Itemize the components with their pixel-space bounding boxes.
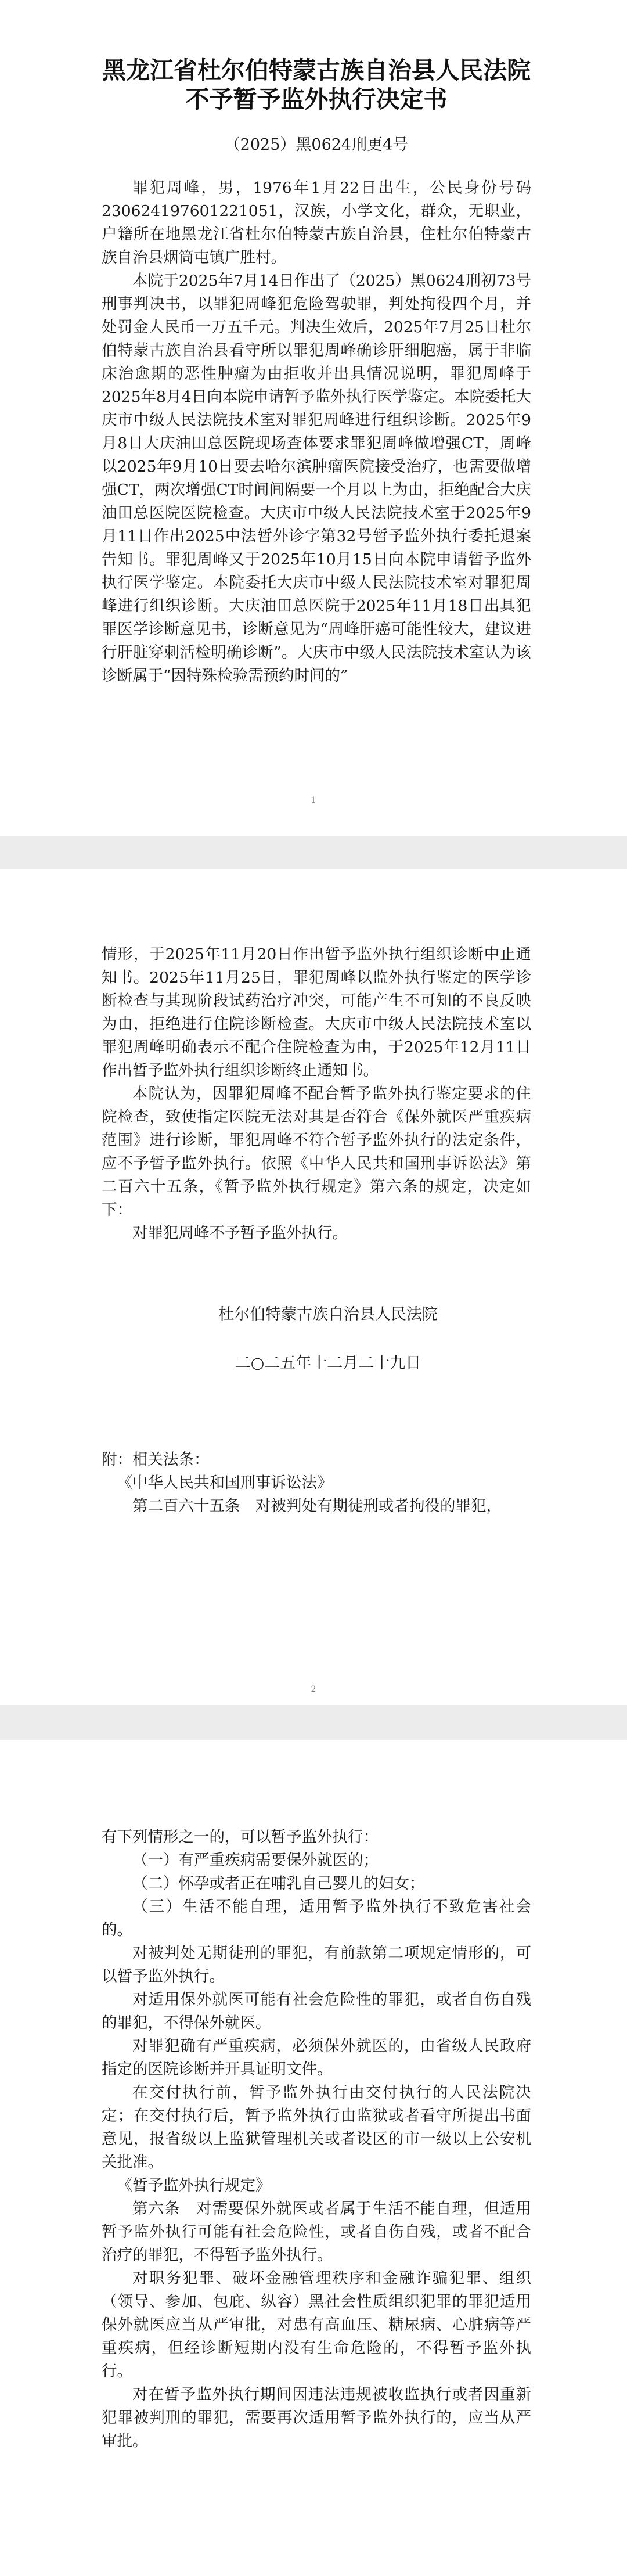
paragraph-criminal-info: 罪犯周峰，男，1976年1月22日出生，公民身份号码230624197601221051，汉族，小学文化，群众，无职业，户籍所在地黑龙江省杜尔伯特蒙古族自治县，住杜尔伯特蒙古族自治县烟筒屯镇广胜村。	[102, 179, 531, 267]
document-number: （2025）黑0624刑更4号	[224, 136, 409, 154]
document-title-decision: 不予暂予监外执行决定书	[185, 85, 448, 113]
paragraph-case-history: 本院于2025年7月14日作出了（2025）黑0624刑初73号刑事判决书，以罪犯周峰犯危险驾驶罪，判处拘役四个月，并处罚金人民币一万五千元。判决生效后，2025年7月25日杜尔伯特蒙古族自治县看守所以罪犯周峰确诊肝细胞癌，属于非临床治愈期的恶性肿瘤为由拒收并出具情况说明，罪犯周峰于2025年8月4日向本院申请暂予监外执行医学鉴定。本院委托大庆市中级人民法院技术室对罪犯周峰进行组织诊断。2025年9月8日大庆油田总医院现场查体要求罪犯周峰做增强CT，周峰以2025年9月10日要去哈尔滨肿瘤医院接受治疗，也需要做增强CT，两次增强CT时间间隔要一个月以上为由，拒绝配合大庆油田总医院医院检查。大庆市中级人民法院技术室于2025年9月11日作出2025中法暂外诊字第32号暂予监外执行委托退案告知书。罪犯周峰又于2025年10月15日向本院申请暂予监外执行医学鉴定。本院委托大庆市中级人民法院技术室对罪犯周峰进行组织诊断。大庆油田总医院于2025年11月18日出具犯罪医学诊断意见书，诊断意见为“周峰肝癌可能性较大，建议进行肝脏穿刺活检明确诊断”。大庆市中级人民法院技术室认为该诊断属于“因特殊检验需预约时间的”	[102, 272, 531, 685]
page-number: 1	[311, 796, 316, 805]
document-page-3	[0, 1740, 627, 2576]
law-paragraph: 对职务犯罪、破坏金融管理秩序和金融诈骗犯罪、组织（领导、参加、包庇、纵容）黑社会性质组织犯罪的罪犯适用保外就医应当从严审批，对患有高血压、糖尿病、心脏病等严重疾病，但经诊断短期内没有生命危险的，不得暂予监外执行。	[102, 2269, 531, 2380]
law-paragraph: 对适用保外就医可能有社会危险性的罪犯，或者自伤自残的罪犯，不得保外就医。	[102, 1991, 531, 2032]
law-paragraph: 对被判处无期徒刑的罪犯，有前款第二项规定情形的，可以暂予监外执行。	[102, 1944, 531, 1985]
law-item-1: （一）有严重疾病需要保外就医的；	[132, 1851, 379, 1869]
law-item-3: （三）生活不能自理，适用暂予监外执行不致危害社会的。	[102, 1898, 531, 1939]
law-article-lead: 有下列情形之一的，可以暂予监外执行：	[102, 1828, 379, 1846]
decision-date: 二○二五年十二月二十九日	[235, 1354, 421, 1372]
law-item-2: （二）怀孕或者正在哺乳自己婴儿的妇女；	[132, 1875, 425, 1893]
paragraph-decision: 对罪犯周峰不予暂予监外执行。	[132, 1224, 348, 1242]
law-paragraph: 对在暂予监外执行期间因违法违规被收监执行或者因重新犯罪被判刑的罪犯，需要再次适用暂予监外执行的，应当从严审批。	[102, 2386, 531, 2450]
appendix-label: 附：相关法条：	[102, 1451, 210, 1469]
page-number: 2	[311, 1685, 316, 1694]
document-title-court: 黑龙江省杜尔伯特蒙古族自治县人民法院	[102, 56, 531, 84]
law-title-criminal-procedure: 《中华人民共和国刑事诉讼法》	[117, 1474, 333, 1492]
court-signature: 杜尔伯特蒙古族自治县人民法院	[218, 1305, 438, 1323]
law-title-temporary-execution: 《暂予监外执行规定》	[117, 2176, 271, 2194]
law-paragraph: 在交付执行前，暂予监外执行由交付执行的人民法院决定；在交付执行后，暂予监外执行由监狱或者看守所提出书面意见，报省级以上监狱管理机关或者设区的市一级以上公安机关批准。	[102, 2084, 531, 2171]
law-paragraph: 对罪犯确有严重疾病，必须保外就医的，由省级人民政府指定的医院诊断并开具证明文件。	[102, 2037, 531, 2078]
document-page-2	[0, 869, 627, 1705]
paragraph-court-opinion: 本院认为，因罪犯周峰不配合暂予监外执行鉴定要求的住院检查，致使指定医院无法对其是否符合《保外就医严重疾病范围》进行诊断，罪犯周峰不符合暂予监外执行的法定条件，应不予暂予监外执行。依照《中华人民共和国刑事诉讼法》第二百六十五条，《暂予监外执行规定》第六条的规定，决定如下：	[102, 1085, 531, 1219]
law-paragraph: 第六条 对需要保外就医或者属于生活不能自理，但适用暂予监外执行可能有社会危险性，或者自伤自残，或者不配合治疗的罪犯，不得暂予监外执行。	[102, 2200, 531, 2264]
law-article-265: 第二百六十五条 对被判处有期徒刑或者拘役的罪犯，	[132, 1497, 502, 1515]
paragraph-case-history-continued: 情形，于2025年11月20日作出暂予监外执行组织诊断中止通知书。2025年11月25日，罪犯周峰以监外执行鉴定的医学诊断检查与其现阶段试药治疗冲突，可能产生不可知的不良反映为由，拒绝进行住院诊断检查。大庆市中级人民法院技术室以罪犯周峰明确表示不配合住院检查为由，于2025年12月11日作出暂予监外执行组织诊断终止通知书。	[102, 945, 531, 1080]
document-page-1	[0, 0, 627, 836]
